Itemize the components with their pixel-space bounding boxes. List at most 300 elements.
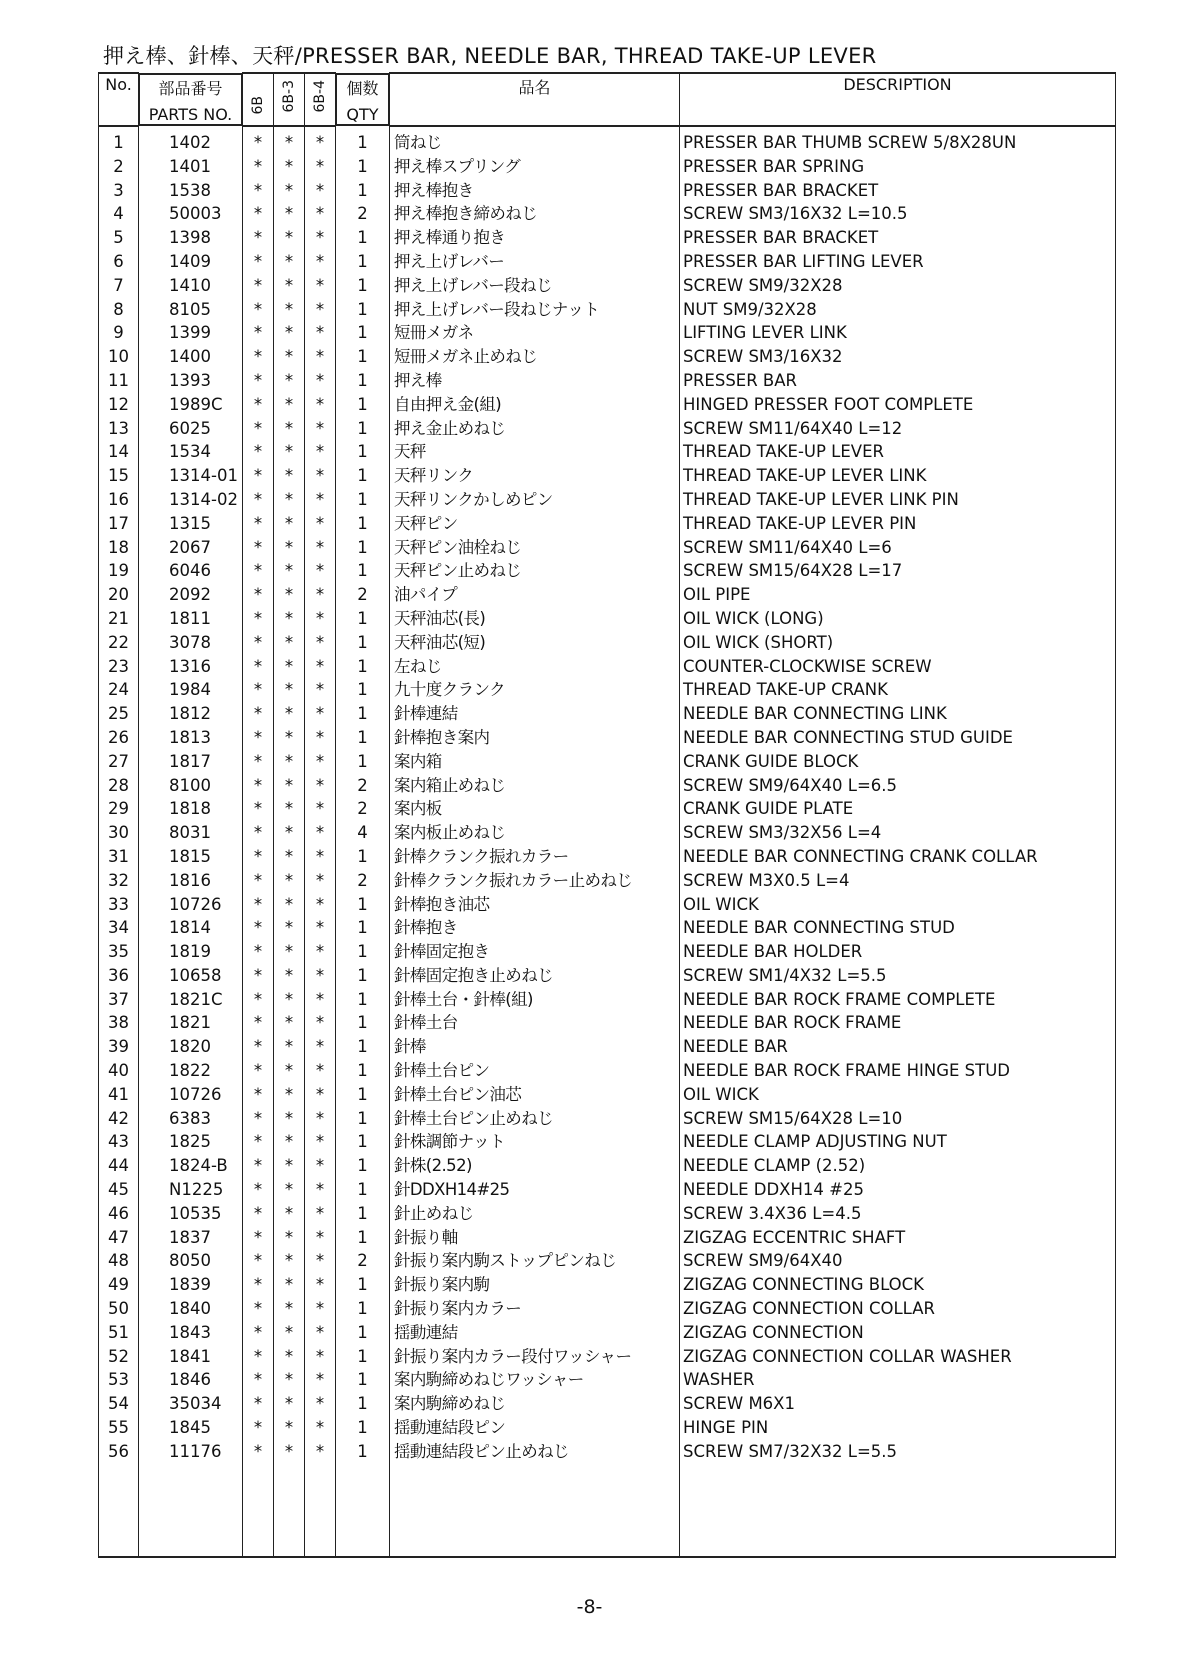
part-number: N1225	[139, 1178, 243, 1202]
model-6b-4-mark: *	[305, 417, 336, 441]
part-name-jp: 案内箱	[390, 750, 680, 774]
table-row	[99, 274, 1116, 298]
part-number: 50003	[139, 202, 243, 226]
model-6b-3-mark: *	[274, 964, 305, 988]
col-header-description: DESCRIPTION	[680, 73, 1116, 126]
part-name-jp: 油パイプ	[390, 583, 680, 607]
model-6b-4-mark: *	[305, 464, 336, 488]
part-name-jp: 針棒	[390, 1035, 680, 1059]
part-name-jp: 押え上げレバー	[390, 250, 680, 274]
model-6b-mark: *	[243, 1440, 274, 1464]
part-description: HINGED PRESSER FOOT COMPLETE	[680, 393, 1116, 417]
row-no: 26	[99, 726, 139, 750]
quantity: 1	[336, 464, 390, 488]
quantity: 1	[336, 179, 390, 203]
model-6b-3-mark: *	[274, 1226, 305, 1250]
model-6b-4-mark: *	[305, 369, 336, 393]
quantity: 1	[336, 321, 390, 345]
quantity: 2	[336, 797, 390, 821]
quantity: 1	[336, 1345, 390, 1369]
table-row	[99, 1059, 1116, 1083]
row-no: 31	[99, 845, 139, 869]
table-row	[99, 440, 1116, 464]
part-name-jp: 針棒抱き油芯	[390, 893, 680, 917]
part-description: SCREW SM15/64X28 L=10	[680, 1107, 1116, 1131]
model-6b-mark: *	[243, 226, 274, 250]
page-number: -8-	[576, 1596, 603, 1618]
table-row	[99, 1011, 1116, 1035]
quantity: 1	[336, 988, 390, 1012]
model-6b-mark: *	[243, 345, 274, 369]
model-6b-4-mark: *	[305, 559, 336, 583]
table-row	[99, 940, 1116, 964]
table-row	[99, 1440, 1116, 1464]
part-description: SCREW M6X1	[680, 1392, 1116, 1416]
table-row	[99, 321, 1116, 345]
page-title: 押え棒、針棒、天秤/PRESSER BAR, NEEDLE BAR, THREAD TAKE-UP LEVER	[103, 44, 877, 68]
table-row	[99, 916, 1116, 940]
table-row	[99, 155, 1116, 179]
part-number: 1821C	[139, 988, 243, 1012]
table-row	[99, 369, 1116, 393]
model-6b-3-mark: *	[274, 512, 305, 536]
table-row	[99, 1154, 1116, 1178]
row-no: 50	[99, 1297, 139, 1321]
table-row	[99, 179, 1116, 203]
model-6b-mark: *	[243, 202, 274, 226]
part-name-jp: 押え上げレバー段ねじナット	[390, 298, 680, 322]
model-6b-3-mark: *	[274, 774, 305, 798]
model-6b-3-mark: *	[274, 202, 305, 226]
part-description: NEEDLE BAR CONNECTING STUD GUIDE	[680, 726, 1116, 750]
table-row	[99, 1345, 1116, 1369]
part-number: 10535	[139, 1202, 243, 1226]
model-6b-4-mark: *	[305, 1249, 336, 1273]
model-6b-mark: *	[243, 774, 274, 798]
row-no: 51	[99, 1321, 139, 1345]
model-6b-mark: *	[243, 678, 274, 702]
part-number: 1409	[139, 250, 243, 274]
part-number: 1315	[139, 512, 243, 536]
row-no: 30	[99, 821, 139, 845]
part-name-jp: 揺動連結段ピン	[390, 1416, 680, 1440]
table-row	[99, 1035, 1116, 1059]
table-row	[99, 559, 1116, 583]
quantity: 1	[336, 702, 390, 726]
quantity: 1	[336, 607, 390, 631]
model-6b-4-mark: *	[305, 655, 336, 679]
table-row	[99, 726, 1116, 750]
part-name-jp: 筒ねじ	[390, 126, 680, 155]
model-6b-4-mark: *	[305, 155, 336, 179]
part-number: 8031	[139, 821, 243, 845]
part-name-jp: 短冊メガネ止めねじ	[390, 345, 680, 369]
part-name-jp: 案内板止めねじ	[390, 821, 680, 845]
part-name-jp: 押え棒抱き	[390, 179, 680, 203]
model-6b-3-mark: *	[274, 655, 305, 679]
part-number: 1819	[139, 940, 243, 964]
part-description: NEEDLE BAR ROCK FRAME COMPLETE	[680, 988, 1116, 1012]
part-description: SCREW SM11/64X40 L=6	[680, 536, 1116, 560]
table-row	[99, 226, 1116, 250]
part-name-jp: 針棒土台・針棒(組)	[390, 988, 680, 1012]
part-description: SCREW SM3/16X32	[680, 345, 1116, 369]
part-name-jp: 天秤リンク	[390, 464, 680, 488]
table-row	[99, 869, 1116, 893]
part-name-jp: 押え棒通り抱き	[390, 226, 680, 250]
part-name-jp: 針棒土台ピン止めねじ	[390, 1107, 680, 1131]
quantity: 1	[336, 726, 390, 750]
row-no: 49	[99, 1273, 139, 1297]
quantity: 1	[336, 916, 390, 940]
row-no: 34	[99, 916, 139, 940]
part-number: 1989C	[139, 393, 243, 417]
model-6b-3-mark: *	[274, 1035, 305, 1059]
row-no: 47	[99, 1226, 139, 1250]
part-name-jp: 針DDXH14#25	[390, 1178, 680, 1202]
model-6b-3-mark: *	[274, 845, 305, 869]
part-name-jp: 揺動連結段ピン止めねじ	[390, 1440, 680, 1464]
part-name-jp: 針棒クランク振れカラー	[390, 845, 680, 869]
row-no: 24	[99, 678, 139, 702]
model-6b-mark: *	[243, 369, 274, 393]
model-6b-3-mark: *	[274, 869, 305, 893]
part-name-jp: 押え金止めねじ	[390, 417, 680, 441]
part-description: WASHER	[680, 1368, 1116, 1392]
model-6b-3-mark: *	[274, 440, 305, 464]
row-no: 17	[99, 512, 139, 536]
part-description: ZIGZAG CONNECTION	[680, 1321, 1116, 1345]
quantity: 1	[336, 678, 390, 702]
model-6b-4-mark: *	[305, 797, 336, 821]
model-6b-mark: *	[243, 1202, 274, 1226]
part-name-jp: 針棒固定抱き	[390, 940, 680, 964]
row-no: 37	[99, 988, 139, 1012]
model-6b-mark: *	[243, 655, 274, 679]
model-6b-3-mark: *	[274, 250, 305, 274]
model-6b-3-mark: *	[274, 1273, 305, 1297]
model-6b-mark: *	[243, 559, 274, 583]
part-number: 10726	[139, 1083, 243, 1107]
table-row	[99, 1273, 1116, 1297]
model-6b-3-mark: *	[274, 893, 305, 917]
row-no: 48	[99, 1249, 139, 1273]
col-header-parts-no	[139, 73, 242, 126]
part-description: ZIGZAG ECCENTRIC SHAFT	[680, 1226, 1116, 1250]
table-row	[99, 1083, 1116, 1107]
model-6b-mark: *	[243, 321, 274, 345]
part-description: THREAD TAKE-UP LEVER LINK PIN	[680, 488, 1116, 512]
model-6b-3-mark: *	[274, 226, 305, 250]
model-6b-mark: *	[243, 1107, 274, 1131]
part-number: 10658	[139, 964, 243, 988]
table-row	[99, 1392, 1116, 1416]
table-row	[99, 655, 1116, 679]
part-number: 1840	[139, 1297, 243, 1321]
model-6b-4-mark: *	[305, 1059, 336, 1083]
model-6b-4-mark: *	[305, 298, 336, 322]
model-6b-mark: *	[243, 536, 274, 560]
part-name-jp: 針棒土台ピン	[390, 1059, 680, 1083]
part-name-jp: 針棒連結	[390, 702, 680, 726]
model-6b-3-mark: *	[274, 417, 305, 441]
model-6b-mark: *	[243, 1083, 274, 1107]
model-6b-3-mark: *	[274, 559, 305, 583]
part-name-jp: 針株(2.52)	[390, 1154, 680, 1178]
model-6b-mark: *	[243, 1273, 274, 1297]
table-row	[99, 1368, 1116, 1392]
part-description: PRESSER BAR LIFTING LEVER	[680, 250, 1116, 274]
model-6b-3-mark: *	[274, 1083, 305, 1107]
quantity: 1	[336, 369, 390, 393]
part-number: 1822	[139, 1059, 243, 1083]
model-6b-4-mark: *	[305, 631, 336, 655]
model-6b-4-mark: *	[305, 1107, 336, 1131]
part-number: 1398	[139, 226, 243, 250]
model-6b-3-mark: *	[274, 702, 305, 726]
quantity: 1	[336, 512, 390, 536]
table-row	[99, 583, 1116, 607]
part-number: 1534	[139, 440, 243, 464]
model-6b-4-mark: *	[305, 1368, 336, 1392]
quantity: 1	[336, 893, 390, 917]
row-no: 11	[99, 369, 139, 393]
part-number: 1846	[139, 1368, 243, 1392]
row-no: 21	[99, 607, 139, 631]
part-name-jp: 天秤油芯(短)	[390, 631, 680, 655]
part-description: ZIGZAG CONNECTION COLLAR WASHER	[680, 1345, 1116, 1369]
model-6b-mark: *	[243, 726, 274, 750]
part-number: 2092	[139, 583, 243, 607]
part-description: PRESSER BAR THUMB SCREW 5/8X28UN	[680, 126, 1116, 155]
row-no: 12	[99, 393, 139, 417]
row-no: 14	[99, 440, 139, 464]
quantity: 1	[336, 488, 390, 512]
row-no: 23	[99, 655, 139, 679]
table-row	[99, 1178, 1116, 1202]
row-no: 43	[99, 1130, 139, 1154]
model-6b-4-mark: *	[305, 702, 336, 726]
part-name-jp: 九十度クランク	[390, 678, 680, 702]
part-description: LIFTING LEVER LINK	[680, 321, 1116, 345]
quantity: 1	[336, 655, 390, 679]
part-name-jp: 案内駒締めねじワッシャー	[390, 1368, 680, 1392]
model-6b-3-mark: *	[274, 1249, 305, 1273]
table-row	[99, 345, 1116, 369]
row-no: 38	[99, 1011, 139, 1035]
part-number: 11176	[139, 1440, 243, 1464]
row-no: 55	[99, 1416, 139, 1440]
table-row	[99, 1321, 1116, 1345]
row-no: 8	[99, 298, 139, 322]
quantity: 1	[336, 1130, 390, 1154]
model-6b-mark: *	[243, 464, 274, 488]
model-6b-mark: *	[243, 1249, 274, 1273]
row-no: 53	[99, 1368, 139, 1392]
quantity: 1	[336, 964, 390, 988]
part-description: ZIGZAG CONNECTION COLLAR	[680, 1297, 1116, 1321]
model-6b-4-mark: *	[305, 1083, 336, 1107]
model-6b-4-mark: *	[305, 536, 336, 560]
model-6b-3-mark: *	[274, 1416, 305, 1440]
quantity: 1	[336, 631, 390, 655]
table-row	[99, 845, 1116, 869]
row-no: 41	[99, 1083, 139, 1107]
part-name-jp: 天秤ピン止めねじ	[390, 559, 680, 583]
part-number: 1812	[139, 702, 243, 726]
table-row	[99, 512, 1116, 536]
model-6b-4-mark: *	[305, 607, 336, 631]
model-6b-4-mark: *	[305, 1297, 336, 1321]
row-no: 25	[99, 702, 139, 726]
table-row	[99, 1416, 1116, 1440]
table-blank-row	[99, 1464, 1116, 1557]
quantity: 1	[336, 126, 390, 155]
model-6b-mark: *	[243, 1392, 274, 1416]
part-number: 1837	[139, 1226, 243, 1250]
model-6b-3-mark: *	[274, 464, 305, 488]
model-6b-4-mark: *	[305, 750, 336, 774]
part-number: 6383	[139, 1107, 243, 1131]
part-name-jp: 針棒抱き案内	[390, 726, 680, 750]
model-6b-4-mark: *	[305, 845, 336, 869]
row-no: 28	[99, 774, 139, 798]
model-6b-4-mark: *	[305, 1321, 336, 1345]
part-description: SCREW SM9/32X28	[680, 274, 1116, 298]
model-6b-mark: *	[243, 1059, 274, 1083]
model-6b-3-mark: *	[274, 536, 305, 560]
part-description: THREAD TAKE-UP LEVER LINK	[680, 464, 1116, 488]
model-6b-3-mark: *	[274, 393, 305, 417]
model-6b-mark: *	[243, 393, 274, 417]
model-6b-4-mark: *	[305, 940, 336, 964]
part-number: 2067	[139, 536, 243, 560]
model-6b-3-mark: *	[274, 1011, 305, 1035]
table-row	[99, 1226, 1116, 1250]
quantity: 2	[336, 774, 390, 798]
model-6b-mark: *	[243, 1226, 274, 1250]
quantity: 1	[336, 1368, 390, 1392]
model-6b-3-mark: *	[274, 988, 305, 1012]
part-number: 1845	[139, 1416, 243, 1440]
part-name-jp: 針止めねじ	[390, 1202, 680, 1226]
part-name-jp: 押え棒抱き締めねじ	[390, 202, 680, 226]
part-number: 1401	[139, 155, 243, 179]
model-6b-3-mark: *	[274, 1154, 305, 1178]
part-description: NEEDLE BAR HOLDER	[680, 940, 1116, 964]
table-row	[99, 774, 1116, 798]
part-number: 1820	[139, 1035, 243, 1059]
parts-table	[98, 72, 1116, 1558]
model-6b-3-mark: *	[274, 916, 305, 940]
model-6b-mark: *	[243, 298, 274, 322]
model-6b-4-mark: *	[305, 1130, 336, 1154]
part-name-jp: 針振り案内カラー	[390, 1297, 680, 1321]
row-no: 7	[99, 274, 139, 298]
part-name-jp: 天秤油芯(長)	[390, 607, 680, 631]
model-6b-mark: *	[243, 631, 274, 655]
col-header-model-6b-3: 6B-3	[274, 73, 305, 126]
row-no: 36	[99, 964, 139, 988]
table-row	[99, 536, 1116, 560]
table-row	[99, 702, 1116, 726]
part-number: 1825	[139, 1130, 243, 1154]
quantity: 1	[336, 226, 390, 250]
model-6b-4-mark: *	[305, 274, 336, 298]
model-6b-3-mark: *	[274, 369, 305, 393]
model-6b-mark: *	[243, 1416, 274, 1440]
part-description: OIL WICK (SHORT)	[680, 631, 1116, 655]
model-6b-4-mark: *	[305, 1226, 336, 1250]
model-6b-mark: *	[243, 1011, 274, 1035]
part-description: CRANK GUIDE PLATE	[680, 797, 1116, 821]
table-row	[99, 1202, 1116, 1226]
model-6b-4-mark: *	[305, 964, 336, 988]
model-6b-3-mark: *	[274, 1345, 305, 1369]
quantity: 1	[336, 1011, 390, 1035]
part-description: OIL WICK	[680, 1083, 1116, 1107]
part-description: NEEDLE BAR CONNECTING STUD	[680, 916, 1116, 940]
table-row	[99, 607, 1116, 631]
part-description: PRESSER BAR SPRING	[680, 155, 1116, 179]
part-name-jp: 針棒抱き	[390, 916, 680, 940]
part-description: HINGE PIN	[680, 1416, 1116, 1440]
model-6b-3-mark: *	[274, 1107, 305, 1131]
part-name-jp: 押え棒	[390, 369, 680, 393]
model-6b-mark: *	[243, 274, 274, 298]
model-6b-4-mark: *	[305, 321, 336, 345]
model-6b-3-mark: *	[274, 821, 305, 845]
part-name-jp: 押え棒スプリング	[390, 155, 680, 179]
col-header-qty-jp: 個数	[346, 79, 379, 98]
part-description: SCREW 3.4X36 L=4.5	[680, 1202, 1116, 1226]
row-no: 45	[99, 1178, 139, 1202]
part-description: THREAD TAKE-UP LEVER PIN	[680, 512, 1116, 536]
model-6b-4-mark: *	[305, 250, 336, 274]
part-name-jp: 針棒土台	[390, 1011, 680, 1035]
part-number: 8100	[139, 774, 243, 798]
table-row	[99, 417, 1116, 441]
part-description: OIL WICK	[680, 893, 1116, 917]
part-number: 1814	[139, 916, 243, 940]
part-number: 6025	[139, 417, 243, 441]
model-6b-3-mark: *	[274, 631, 305, 655]
model-6b-3-mark: *	[274, 1178, 305, 1202]
quantity: 1	[336, 440, 390, 464]
part-name-jp: 案内板	[390, 797, 680, 821]
part-number: 1843	[139, 1321, 243, 1345]
part-description: SCREW SM7/32X32 L=5.5	[680, 1440, 1116, 1464]
model-6b-3-mark: *	[274, 321, 305, 345]
model-6b-4-mark: *	[305, 1273, 336, 1297]
quantity: 2	[336, 1249, 390, 1273]
part-number: 1399	[139, 321, 243, 345]
table-row	[99, 1107, 1116, 1131]
row-no: 22	[99, 631, 139, 655]
row-no: 3	[99, 179, 139, 203]
part-name-jp: 天秤ピン油栓ねじ	[390, 536, 680, 560]
model-6b-4-mark: *	[305, 1011, 336, 1035]
part-description: SCREW M3X0.5 L=4	[680, 869, 1116, 893]
model-6b-mark: *	[243, 1130, 274, 1154]
part-number: 1314-02	[139, 488, 243, 512]
model-6b-3-mark: *	[274, 1297, 305, 1321]
quantity: 1	[336, 1321, 390, 1345]
part-number: 1839	[139, 1273, 243, 1297]
part-description: NUT SM9/32X28	[680, 298, 1116, 322]
table-row	[99, 797, 1116, 821]
part-name-jp: 天秤ピン	[390, 512, 680, 536]
